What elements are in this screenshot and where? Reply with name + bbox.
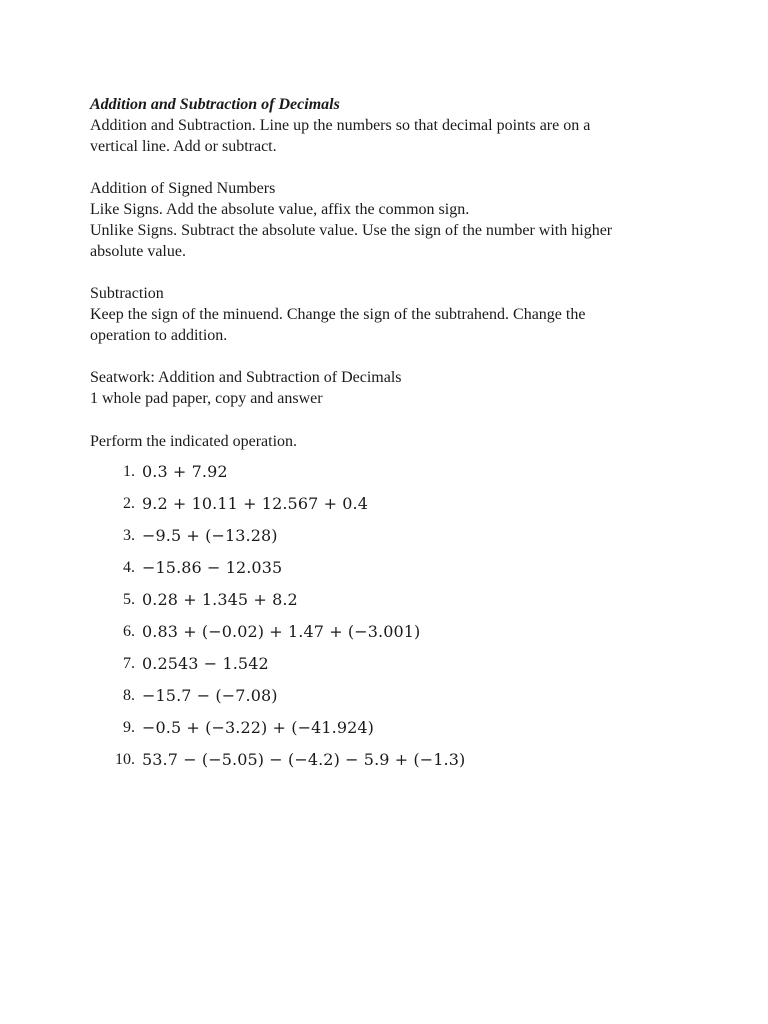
spacer xyxy=(90,346,678,367)
list-item xyxy=(90,493,678,525)
problem-expression: −9.5 + (−13.28) xyxy=(142,526,278,545)
signed-numbers-heading: Addition of Signed Numbers xyxy=(90,180,276,197)
spacer xyxy=(90,409,678,430)
spacer xyxy=(90,262,678,283)
problem-expression: 0.83 + (−0.02) + 1.47 + (−3.001) xyxy=(142,622,421,641)
spacer xyxy=(90,157,678,178)
intro-line-2: vertical line. Add or subtract. xyxy=(90,138,277,155)
problem-number: 8. xyxy=(123,687,135,704)
problem-expression: 0.28 + 1.345 + 8.2 xyxy=(142,590,298,609)
seatwork-heading: Seatwork: Addition and Subtraction of Decimals xyxy=(90,369,402,386)
list-item xyxy=(90,685,678,717)
list-item xyxy=(90,749,678,781)
unlike-signs-rule-line-2: absolute value. xyxy=(90,243,186,260)
list-item xyxy=(90,653,678,685)
problem-number: 3. xyxy=(123,527,135,544)
problem-number: 9. xyxy=(123,719,135,736)
list-item xyxy=(90,717,678,749)
seatwork-note: 1 whole pad paper, copy and answer xyxy=(90,390,323,407)
problem-expression: 9.2 + 10.11 + 12.567 + 0.4 xyxy=(142,494,369,513)
problem-number: 6. xyxy=(123,623,135,640)
problem-expression: −15.7 − (−7.08) xyxy=(142,686,278,705)
problem-number: 4. xyxy=(123,559,135,576)
list-item xyxy=(90,589,678,621)
list-item xyxy=(90,621,678,653)
like-signs-rule: Like Signs. Add the absolute value, affix the common sign. xyxy=(90,201,470,218)
subtraction-rule-line-2: operation to addition. xyxy=(90,327,228,344)
list-item xyxy=(90,557,678,589)
problem-list xyxy=(90,461,678,781)
problem-expression: 53.7 − (−5.05) − (−4.2) − 5.9 + (−1.3) xyxy=(142,750,466,769)
problem-number: 2. xyxy=(123,495,135,512)
problem-expression: 0.2543 − 1.542 xyxy=(142,654,269,673)
problem-number: 1. xyxy=(123,463,135,480)
unlike-signs-rule-line-1: Unlike Signs. Subtract the absolute value. Use the sign of the number with higher xyxy=(90,222,613,239)
list-item xyxy=(90,525,678,557)
subtraction-rule-line-1: Keep the sign of the minuend. Change the sign of the subtrahend. Change the xyxy=(90,306,586,323)
seatwork-section xyxy=(90,367,678,409)
subtraction-heading: Subtraction xyxy=(90,285,164,302)
problem-number: 10. xyxy=(115,751,135,768)
problem-expression: −0.5 + (−3.22) + (−41.924) xyxy=(142,718,374,737)
subtraction-section xyxy=(90,283,678,346)
intro-line-1: Addition and Subtraction. Line up the numbers so that decimal points are on a xyxy=(90,117,591,134)
document-title: Addition and Subtraction of Decimals xyxy=(90,96,340,113)
signed-numbers-section xyxy=(90,178,678,262)
problem-expression: 0.3 + 7.92 xyxy=(142,462,228,481)
intro-section xyxy=(90,115,678,157)
instruction-text: Perform the indicated operation. xyxy=(90,433,298,450)
problem-number: 7. xyxy=(123,655,135,672)
problem-number: 5. xyxy=(123,591,135,608)
problem-expression: −15.86 − 12.035 xyxy=(142,558,283,577)
list-item xyxy=(90,461,678,493)
